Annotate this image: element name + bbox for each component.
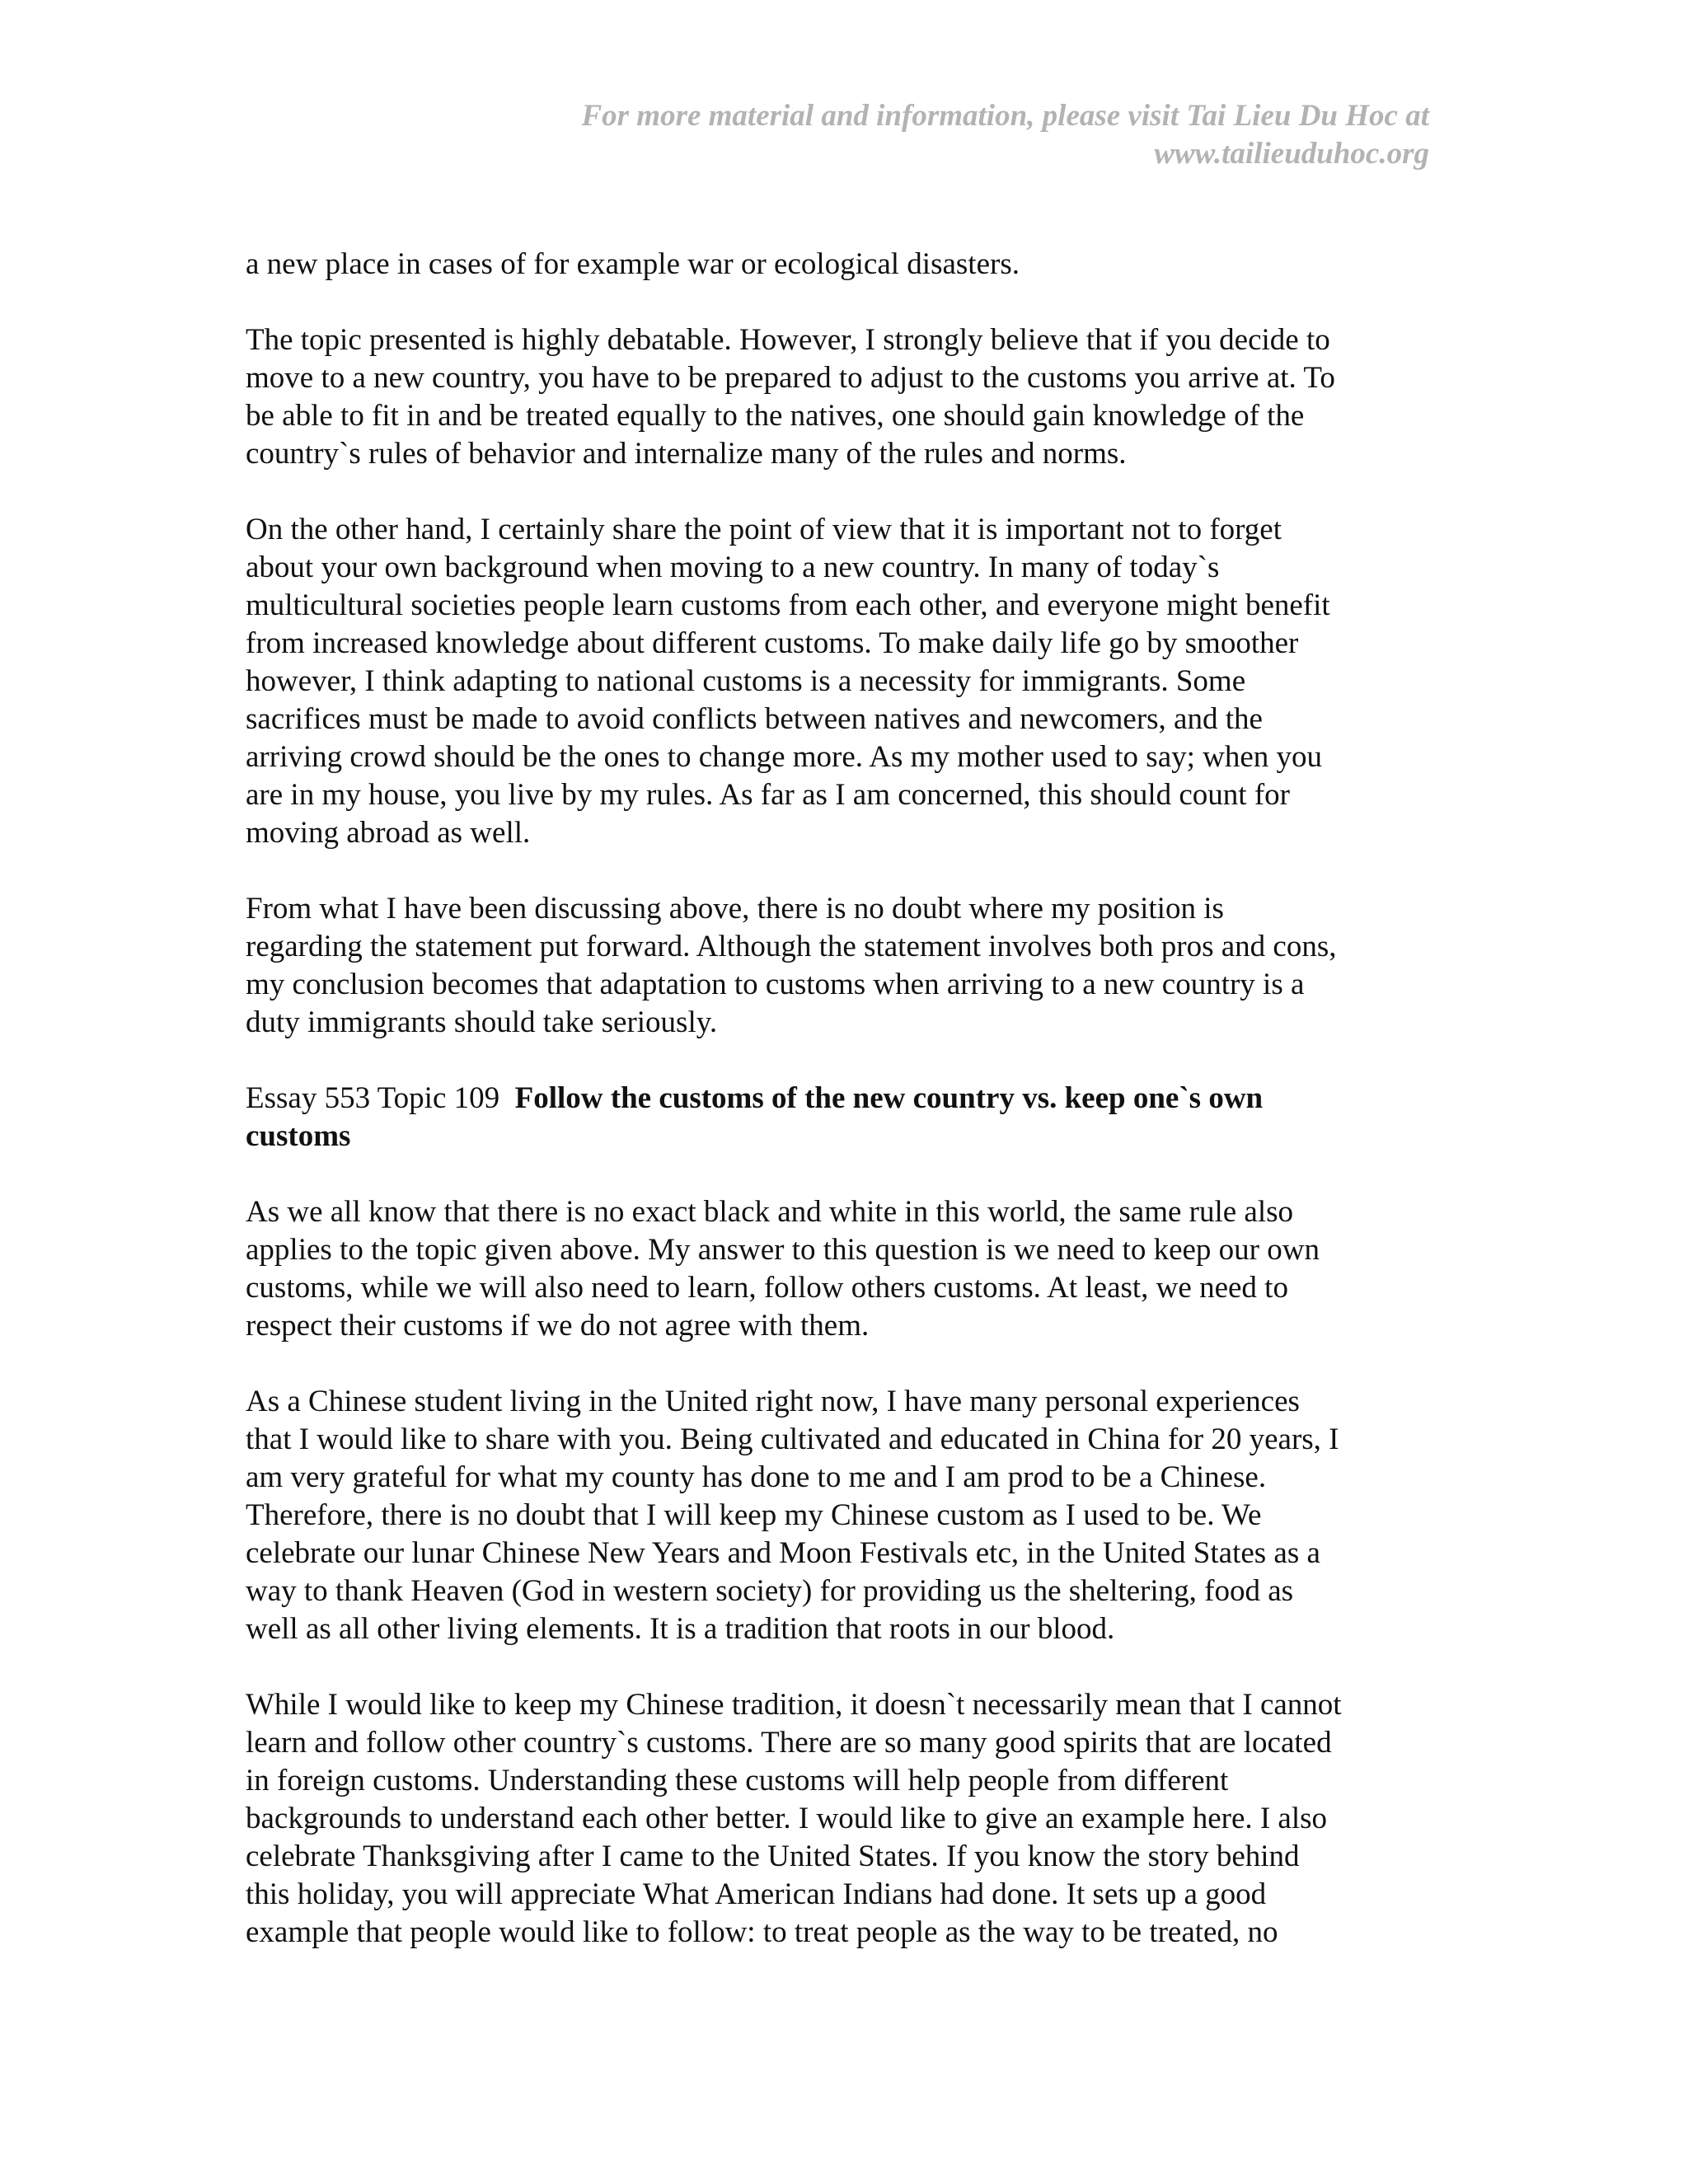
text-line: On the other hand, I certainly share the point of view that it is important not to forget	[246, 513, 1282, 546]
essay-number: Essay 553 Topic 109	[246, 1081, 500, 1115]
text-line: celebrate our lunar Chinese New Years and Moon Festivals etc, in the United States as a	[246, 1536, 1320, 1570]
text-line: duty immigrants should take seriously.	[246, 1005, 718, 1039]
text-line: respect their customs if we do not agree with them.	[246, 1309, 870, 1343]
paragraph-1	[246, 246, 1441, 284]
text-line: example that people would like to follow: to treat people as the way to be treated, no	[246, 1915, 1278, 1949]
text-line: multicultural societies people learn customs from each other, and everyone might benefit	[246, 588, 1330, 622]
text-line: however, I think adapting to national customs is a necessity for immigrants. Some	[246, 664, 1246, 698]
essay-heading	[246, 1080, 1441, 1155]
text-line: customs, while we will also need to learn, follow others customs. At least, we need to	[246, 1271, 1288, 1305]
text-line: a new place in cases of for example war or ecological disasters.	[246, 247, 1020, 281]
text-line: moving abroad as well.	[246, 816, 531, 850]
document-body	[246, 246, 1441, 1990]
paragraph-6	[246, 1383, 1441, 1648]
essay-title-continued: customs	[246, 1119, 351, 1153]
text-line: are in my house, you live by my rules. As far as I am concerned, this should count for	[246, 778, 1290, 812]
text-line: country`s rules of behavior and internalize many of the rules and norms.	[246, 437, 1127, 471]
text-line: from increased knowledge about different customs. To make daily life go by smoother	[246, 626, 1299, 660]
header-line-1: For more material and information, please visit Tai Lieu Du Hoc at	[581, 99, 1429, 133]
text-line: As we all know that there is no exact black and white in this world, the same rule also	[246, 1195, 1294, 1229]
paragraph-7	[246, 1686, 1441, 1952]
text-line: learn and follow other country`s customs. There are so many good spirits that are located	[246, 1726, 1332, 1760]
text-line: From what I have been discussing above, there is no doubt where my position is	[246, 892, 1224, 926]
paragraph-4	[246, 890, 1441, 1042]
text-line: way to thank Heaven (God in western society) for providing us the sheltering, food as	[246, 1574, 1294, 1608]
text-line: this holiday, you will appreciate What American Indians had done. It sets up a good	[246, 1877, 1267, 1911]
text-line: As a Chinese student living in the United right now, I have many personal experiences	[246, 1385, 1300, 1418]
header-line-2: www.tailieuduhoc.org	[1154, 137, 1429, 171]
text-line: sacrifices must be made to avoid conflicts between natives and newcomers, and the	[246, 702, 1263, 736]
text-line: well as all other living elements. It is a tradition that roots in our blood.	[246, 1612, 1115, 1646]
page-header	[358, 97, 1429, 173]
text-line: backgrounds to understand each other better. I would like to give an example here. I also	[246, 1802, 1328, 1835]
text-line: arriving crowd should be the ones to change more. As my mother used to say; when you	[246, 740, 1323, 774]
text-line: The topic presented is highly debatable. However, I strongly believe that if you decide to	[246, 323, 1330, 357]
paragraph-2	[246, 321, 1441, 473]
text-line: am very grateful for what my county has done to me and I am prod to be a Chinese.	[246, 1460, 1267, 1494]
essay-heading-line-1	[246, 1080, 1441, 1118]
text-line: in foreign customs. Understanding these customs will help people from different	[246, 1764, 1229, 1797]
text-line: While I would like to keep my Chinese tradition, it doesn`t necessarily mean that I cannot	[246, 1688, 1342, 1722]
text-line: that I would like to share with you. Being cultivated and educated in China for 20 years, I	[246, 1422, 1339, 1456]
text-line: regarding the statement put forward. Although the statement involves both pros and cons,	[246, 930, 1337, 963]
text-line: be able to fit in and be treated equally to the natives, one should gain knowledge of the	[246, 399, 1305, 433]
text-line: applies to the topic given above. My answer to this question is we need to keep our own	[246, 1233, 1320, 1267]
essay-title: Follow the customs of the new country vs. keep one`s own	[514, 1081, 1264, 1115]
paragraph-5	[246, 1193, 1441, 1345]
text-line: celebrate Thanksgiving after I came to the United States. If you know the story behind	[246, 1840, 1300, 1873]
paragraph-3	[246, 511, 1441, 852]
text-line: my conclusion becomes that adaptation to customs when arriving to a new country is a	[246, 968, 1305, 1001]
text-line: Therefore, there is no doubt that I will keep my Chinese custom as I used to be. We	[246, 1498, 1262, 1532]
text-line: move to a new country, you have to be prepared to adjust to the customs you arrive at. To	[246, 361, 1335, 395]
text-line: about your own background when moving to a new country. In many of today`s	[246, 551, 1220, 584]
